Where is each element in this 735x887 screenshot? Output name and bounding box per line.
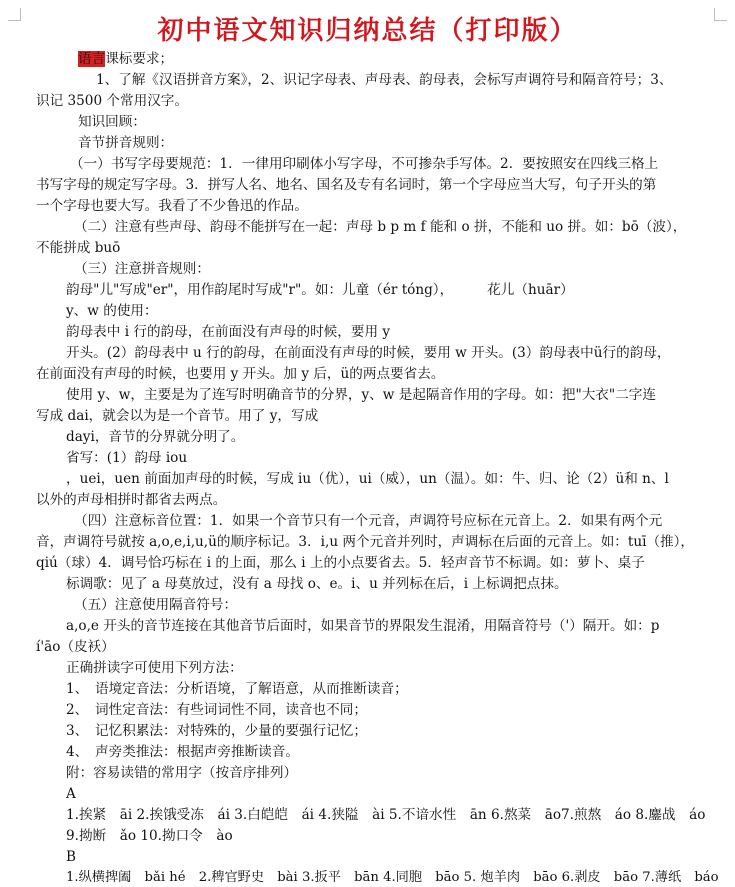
text-line: 标调歌：见了 a 母莫放过，没有 a 母找 o、e。i、u 并列标在后，i 上标调把点抹。 [66, 576, 568, 592]
letter-heading: A [66, 786, 76, 802]
text-line: 使用 y、w，主要是为了连写时明确音节的分界，y、w 是起隔音作用的字母。如：把"大衣"二字连 [66, 387, 656, 403]
text-line: 省写：(1）韵母 iou [66, 450, 188, 466]
text-line: 写成 dai，就会以为是一个音节。用了 y，写成 [36, 408, 319, 424]
word-list-line: 9.拗断 ǎo 10.拗口令 ào [66, 828, 233, 844]
list-item: 4、 声旁类推法：根据声旁推断读音。 [66, 744, 299, 760]
text-line: ，uei，uen 前面加声母的时候，写成 iu（优），ui（威），un（温）。如：牛、归、论（2）ü和 n、l [66, 471, 669, 487]
text-line: （三）注意拼音规则： [74, 261, 210, 277]
text-line: 音节拼音规则： [78, 135, 174, 151]
text-line: （四）注意标音位置：1．如果一个音节只有一个元音，声调符号应标在元音上。2．如果有两个元 [74, 513, 663, 529]
text-line: y、w 的使用： [66, 303, 158, 319]
section-heading: 语言课标要求； [78, 51, 174, 67]
text-line: í'āo（皮袄） [36, 639, 115, 655]
text-line: 一个字母也要大写。我看了不少鲁迅的作品。 [36, 198, 308, 214]
text-line: 韵母"儿"写成"er"，用作韵尾时写成"r"。如：儿童（ér tóng）， 花儿（huār） [66, 282, 574, 298]
text-line: 韵母表中 i 行的韵母，在前面没有声母的时候，要用 y [66, 324, 391, 340]
text-line: 知识回顾： [78, 114, 146, 130]
text-line: 不能拼成 buō [36, 240, 121, 256]
text-line: （五）注意使用隔音符号： [74, 597, 238, 613]
text-line: a,o,e 开头的音节连接在其他音节后面时，如果音节的界限发生混淆，用隔音符号（'）隔开。如：p [66, 618, 660, 634]
text-line: 书写字母的规定写字母。3．拼写人名、地名、国名及专有名词时，第一个字母应当大写，句子开头的第 [36, 177, 657, 193]
text-line: 正确拼读字可使用下列方法： [66, 660, 243, 676]
letter-heading: B [66, 849, 76, 865]
text-line: 1、了解《汉语拼音方案》，2、识记字母表、声母表、韵母表，会标写声调符号和隔音符号；3、 [96, 72, 673, 88]
word-list-line: 1.纵横捭阖 bǎi hé 2.稗官野史 bài 3.扳平 bān 4.同胞 bāo 5. 炮羊肉 bāo 6.剥皮 bāo 7.薄纸 báo [66, 870, 719, 885]
list-item: 1、 语境定音法：分析语境，了解语意，从而推断读音； [66, 681, 408, 697]
document-title: 初中语文知识归纳总结（打印版） [157, 16, 578, 46]
text-line: 开头。(2）韵母表中 u 行的韵母，在前面没有声母的时候，要用 w 开头。(3）韵母表中ü行的韵母， [66, 345, 671, 361]
top-ruler [0, 0, 735, 5]
list-item: 3、 记忆积累法：对特殊的，少量的要强行记忆； [66, 723, 367, 739]
text-line: 以外的声母相拼时都省去两点。 [36, 492, 227, 508]
word-list-line: 1.挨紧 āi 2.挨饿受冻 ái 3.白皑皑 ái 4.狭隘 ài 5.不谙水性 ān 6.熬菜 āo7.煎熬 áo 8.鏖战 áo [66, 807, 706, 823]
highlighted-word: 语言 [78, 51, 106, 67]
text-line: 音，声调符号就按 a,o,e,i,u,ü的顺序标记。3．i,u 两个元音并列时，声调标在后面的元音上。如：tuī（推）， [36, 534, 695, 550]
text-line: 在前面没有声母的时候，也要用 y 开头。加 y 后，ü的两点要省去。 [36, 366, 445, 382]
text-line: qiú（球）4．调号恰巧标在 i 的上面，那么 i 上的小点要省去。5．轻声音节不标调。如：萝卜、桌子 [36, 555, 645, 571]
text-line: dayi，音节的分界就分明了。 [66, 429, 245, 445]
text-line: （二）注意有些声母、韵母不能拼写在一起：声母 b p m f 能和 o 拼，不能和 uo 拼。如：bō（波）， [74, 219, 687, 235]
text-line: 识记 3500 个常用汉字。 [36, 93, 188, 109]
text-line: 附：容易读错的常用字（按音序排列） [66, 765, 298, 781]
text-line: （一）书写字母要规范：1．一律用印刷体小写字母，不可掺杂手写体。2．要按照安在四线三格上 [70, 156, 659, 172]
list-item: 2、 词性定音法：有些词词性不同，读音也不同； [66, 702, 367, 718]
